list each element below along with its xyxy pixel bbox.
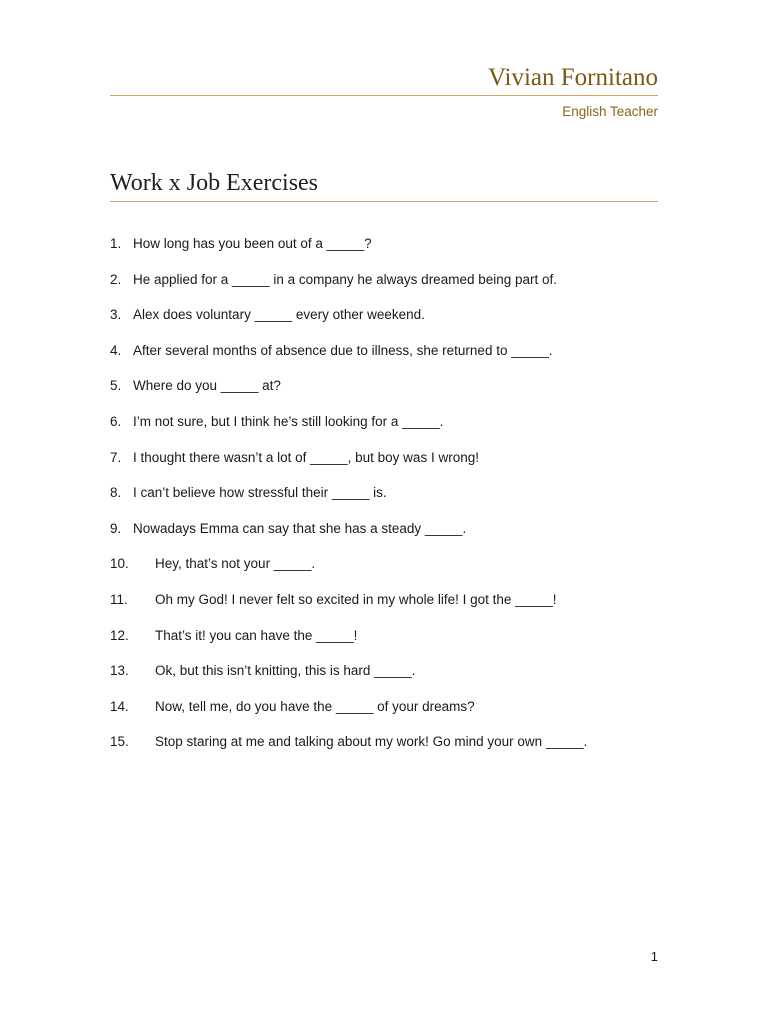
exercise-text: Nowadays Emma can say that she has a steady _____. xyxy=(133,520,467,536)
exercise-item xyxy=(110,236,670,272)
exercise-number: 9. xyxy=(110,520,122,536)
exercise-text: I thought there wasn’t a lot of _____, but boy was I wrong! xyxy=(133,449,479,465)
exercise-number: 13. xyxy=(110,663,129,679)
title-divider xyxy=(110,201,658,202)
exercise-number: 1. xyxy=(110,236,122,251)
exercise-item xyxy=(110,343,670,379)
exercise-item xyxy=(110,699,670,735)
exercise-text: Ok, but this isn’t knitting, this is hard _____. xyxy=(155,663,416,679)
exercise-number: 14. xyxy=(110,698,129,714)
exercise-text: Hey, that’s not your _____. xyxy=(155,556,316,572)
exercise-item xyxy=(110,521,670,557)
exercise-text: Oh my God! I never felt so excited in my whole life! I got the _____! xyxy=(155,591,557,607)
exercise-text: I’m not sure, but I think he’s still looking for a _____. xyxy=(133,413,444,429)
exercise-item xyxy=(110,272,670,308)
exercise-item xyxy=(110,378,670,414)
exercise-number: 11. xyxy=(110,591,128,607)
exercise-item xyxy=(110,592,670,628)
author-name: Vivian Fornitano xyxy=(487,64,658,91)
exercise-text: Now, tell me, do you have the _____ of your dreams? xyxy=(155,698,475,714)
document-title: Work x Job Exercises xyxy=(110,170,319,196)
exercise-number: 15. xyxy=(110,734,129,750)
exercise-text: How long has you been out of a _____? xyxy=(133,236,372,251)
exercise-list xyxy=(110,236,670,770)
exercise-number: 10. xyxy=(110,556,129,572)
exercise-item xyxy=(110,628,670,664)
exercise-number: 7. xyxy=(110,449,122,465)
exercise-number: 6. xyxy=(110,413,122,429)
exercise-text: Where do you _____ at? xyxy=(133,378,281,394)
page-number: 1 xyxy=(650,949,658,964)
exercise-text: Stop staring at me and talking about my work! Go mind your own _____. xyxy=(155,734,588,750)
exercise-item xyxy=(110,307,670,343)
exercise-number: 2. xyxy=(110,271,122,287)
exercise-text: After several months of absence due to illness, she returned to _____. xyxy=(133,342,553,358)
exercise-number: 8. xyxy=(110,485,122,501)
exercise-text: Alex does voluntary _____ every other weekend. xyxy=(133,307,425,323)
exercise-item xyxy=(110,663,670,699)
exercise-item xyxy=(110,485,670,521)
exercise-text: He applied for a _____ in a company he always dreamed being part of. xyxy=(133,271,558,287)
exercise-item xyxy=(110,414,670,450)
header-divider xyxy=(110,95,658,96)
exercise-text: That’s it! you can have the _____! xyxy=(155,627,358,643)
exercise-item xyxy=(110,450,670,486)
exercise-text: I can’t believe how stressful their _____ is. xyxy=(133,485,387,501)
exercise-number: 5. xyxy=(110,378,122,394)
author-role: English Teacher xyxy=(562,104,658,119)
exercise-item xyxy=(110,556,670,592)
exercise-number: 4. xyxy=(110,342,122,358)
exercise-number: 3. xyxy=(110,307,122,323)
exercise-item xyxy=(110,734,670,770)
exercise-number: 12. xyxy=(110,627,129,643)
